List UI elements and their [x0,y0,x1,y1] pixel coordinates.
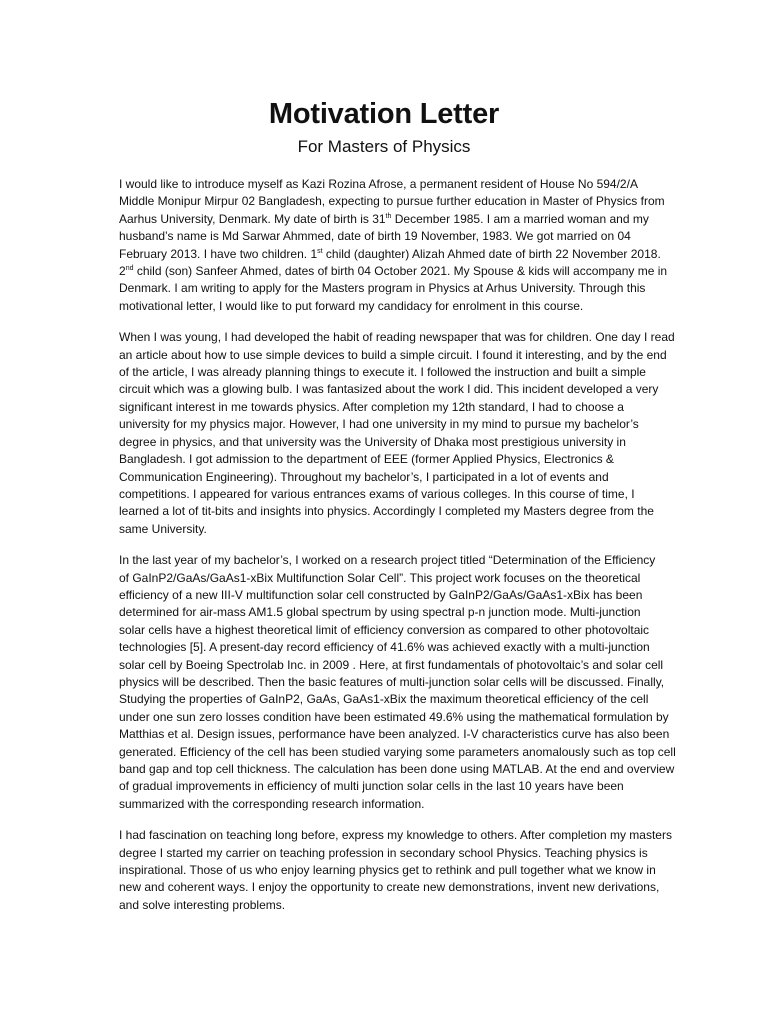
text-run: I would like to introduce myself as Kazi Rozina Afrose, a permanent resident of House No 594/2/A [119,177,638,191]
text-line [119,298,667,315]
text-run: child (daughter) Alizah Ahmed date of birth 22 November 2018. [322,246,661,261]
text-run: efficiency of a new III-V multifunction solar cell constructed by GaInP2/GaAs/GaAs1-xBix has been [119,587,643,602]
text-line [119,897,667,914]
text-line [119,416,667,433]
text-run: Aarhus University, Denmark. My date of birth is 31 [119,211,386,226]
text-line [119,552,667,569]
text-line [119,587,667,604]
text-line [119,347,667,364]
letter-body [119,176,676,928]
text-run: degree in physics, and that university was the University of Dhaka most prestigious university in [119,434,626,449]
text-line [119,246,667,263]
text-line [119,280,667,297]
text-run: Communication Engineering). Throughout my bachelor’s, I participated in a lot of events and [119,469,609,484]
text-line [119,228,667,245]
text-line [119,329,675,346]
text-line [119,193,667,210]
text-run: husband’s name is Md Sarwar Ahmmed, date of birth 19 November, 1983. We got married on 04 [119,229,631,244]
text-line [119,570,667,587]
text-line [119,399,667,416]
text-run: solar cells have a highest theoretical limit of efficiency conversion as compared to other photovoltaic [119,622,650,637]
text-run: solar cell by Boeing Spectrolab Inc. in 2009 . Here, at first fundamentals of photovoltaic’s and solar cell [119,657,664,672]
text-run: significant interest in me towards physics. After completion my 12th standard, I had to choose a [119,399,624,414]
text-line [119,796,667,813]
text-line [119,879,667,896]
text-run: same University. [119,521,207,536]
text-line [119,862,667,879]
paragraph [119,827,672,914]
text-run: learned a lot of tit-bits and insights into physics. Accordingly I completed my Masters degree from the [119,504,654,519]
superscript: nd [125,265,134,273]
text-run: and solve interesting problems. [119,897,286,912]
text-line [119,604,667,621]
text-run: degree I started my carrier on teaching profession in secondary school Physics. Teaching physics is [119,845,648,860]
text-line [119,691,667,708]
text-run: of GaInP2/GaAs/GaAs1-xBix Multifunction Solar Cell”. This project work focuses on the theoretical [119,570,641,585]
text-run: motivational letter, I would like to put forward my candidacy for enrolment in this course. [119,298,584,313]
text-run: Middle Monipur Mirpur 02 Bangladesh, expecting to pursue further education in Master of Physics from [119,194,665,209]
text-run: determined for air-mass AM1.5 global spectrum by using spectral p-n junction mode. Multi-junction [119,605,641,620]
text-run: of gradual improvements in efficiency of multi junction solar cells in the last 10 years have been [119,779,624,794]
text-run: December 1985. I am a married woman and my [391,211,649,226]
text-run: When I was young, I had developed the habit of reading newspaper that was for children. One day I read [119,330,675,345]
text-line [119,503,667,520]
text-line [119,176,667,193]
text-line [119,726,670,743]
paragraph [119,552,676,813]
text-line [119,381,667,398]
text-run: technologies [5]. A present-day record efficiency of 41.6% was achieved exactly with a multi-junction [119,640,650,655]
text-run: circuit which was a glowing bulb. I was fantasized about the work I did. This incident developed a very [119,382,659,397]
text-line [119,778,667,795]
text-run: inspirational. Those of us who enjoy learning physics get to rethink and pull together what we know in [119,863,656,878]
text-run: Bangladesh. I got admission to the department of EEE (former Applied Physics, Electronics & [119,452,614,467]
letter-subtitle: For Masters of Physics [297,137,471,156]
text-line [119,263,667,280]
text-line [119,521,667,538]
paragraph [119,329,675,538]
superscript: th [385,212,392,220]
text-run: competitions. I appeared for various entrances exams of various colleges. In this course of time, I [119,486,635,501]
text-run: under one sun zero losses condition have been estimated 49.6% using the mathematical formulation by [119,709,669,724]
text-run: child (son) Sanfeer Ahmed, dates of birth 04 October 2021. My Spouse & kids will accompany me in [133,264,668,279]
text-run: university for my physics major. However, I had one university in my mind to pursue my bachelor’s [119,417,639,432]
text-line [119,639,667,656]
text-run: I had fascination on teaching long before, express my knowledge to others. After completion my masters [119,828,672,843]
text-run: Studying the properties of GaInP2, GaAs, GaAs1-xBix the maximum theoretical efficiency of the cell [119,692,649,707]
text-line [119,469,667,486]
text-line [119,845,667,862]
text-run: physics will be described. Then the basic features of multi-junction solar cells will be discussed. Finally, [119,674,665,689]
text-line [119,364,667,381]
text-line [119,486,667,503]
text-line [119,622,667,639]
text-run: In the last year of my bachelor’s, I worked on a research project titled “Determination of the Efficiency [119,553,656,568]
text-line [119,744,676,761]
text-line [119,451,667,468]
text-run: an article about how to use simple devices to build a simple circuit. I found it interesting, and by the end [119,347,667,362]
text-line [119,674,667,691]
text-run: Denmark. I am writing to apply for the Masters program in Physics at Arhus University. Through this [119,281,646,296]
text-run: new and coherent ways. I enjoy the opportunity to create new demonstrations, invent new derivations, [119,880,660,895]
text-run: Matthias et al. Design issues, performance have been analyzed. I-V characteristics curve has also been [119,727,670,742]
text-line [119,434,667,451]
text-run: band gap and top cell thickness. The calculation has been done using MATLAB. At the end and overview [119,762,675,776]
letter-title: Motivation Letter [268,98,500,130]
text-run: February 2013. I have two children. 1 [119,246,318,261]
text-line [119,827,672,844]
text-run: of the article, I was already planning things to execute it. I followed the instruction and built a simple [119,365,646,380]
text-run: generated. Efficiency of the cell has been studied varying some parameters anomalously such as top cell [119,744,676,759]
text-run: 2 [119,264,126,279]
text-line [119,211,667,228]
text-line [119,657,667,674]
text-line [119,709,667,726]
superscript: st [317,247,323,255]
text-run: summarized with the corresponding research information. [119,796,425,811]
text-line [119,761,675,778]
paragraph [119,176,667,315]
